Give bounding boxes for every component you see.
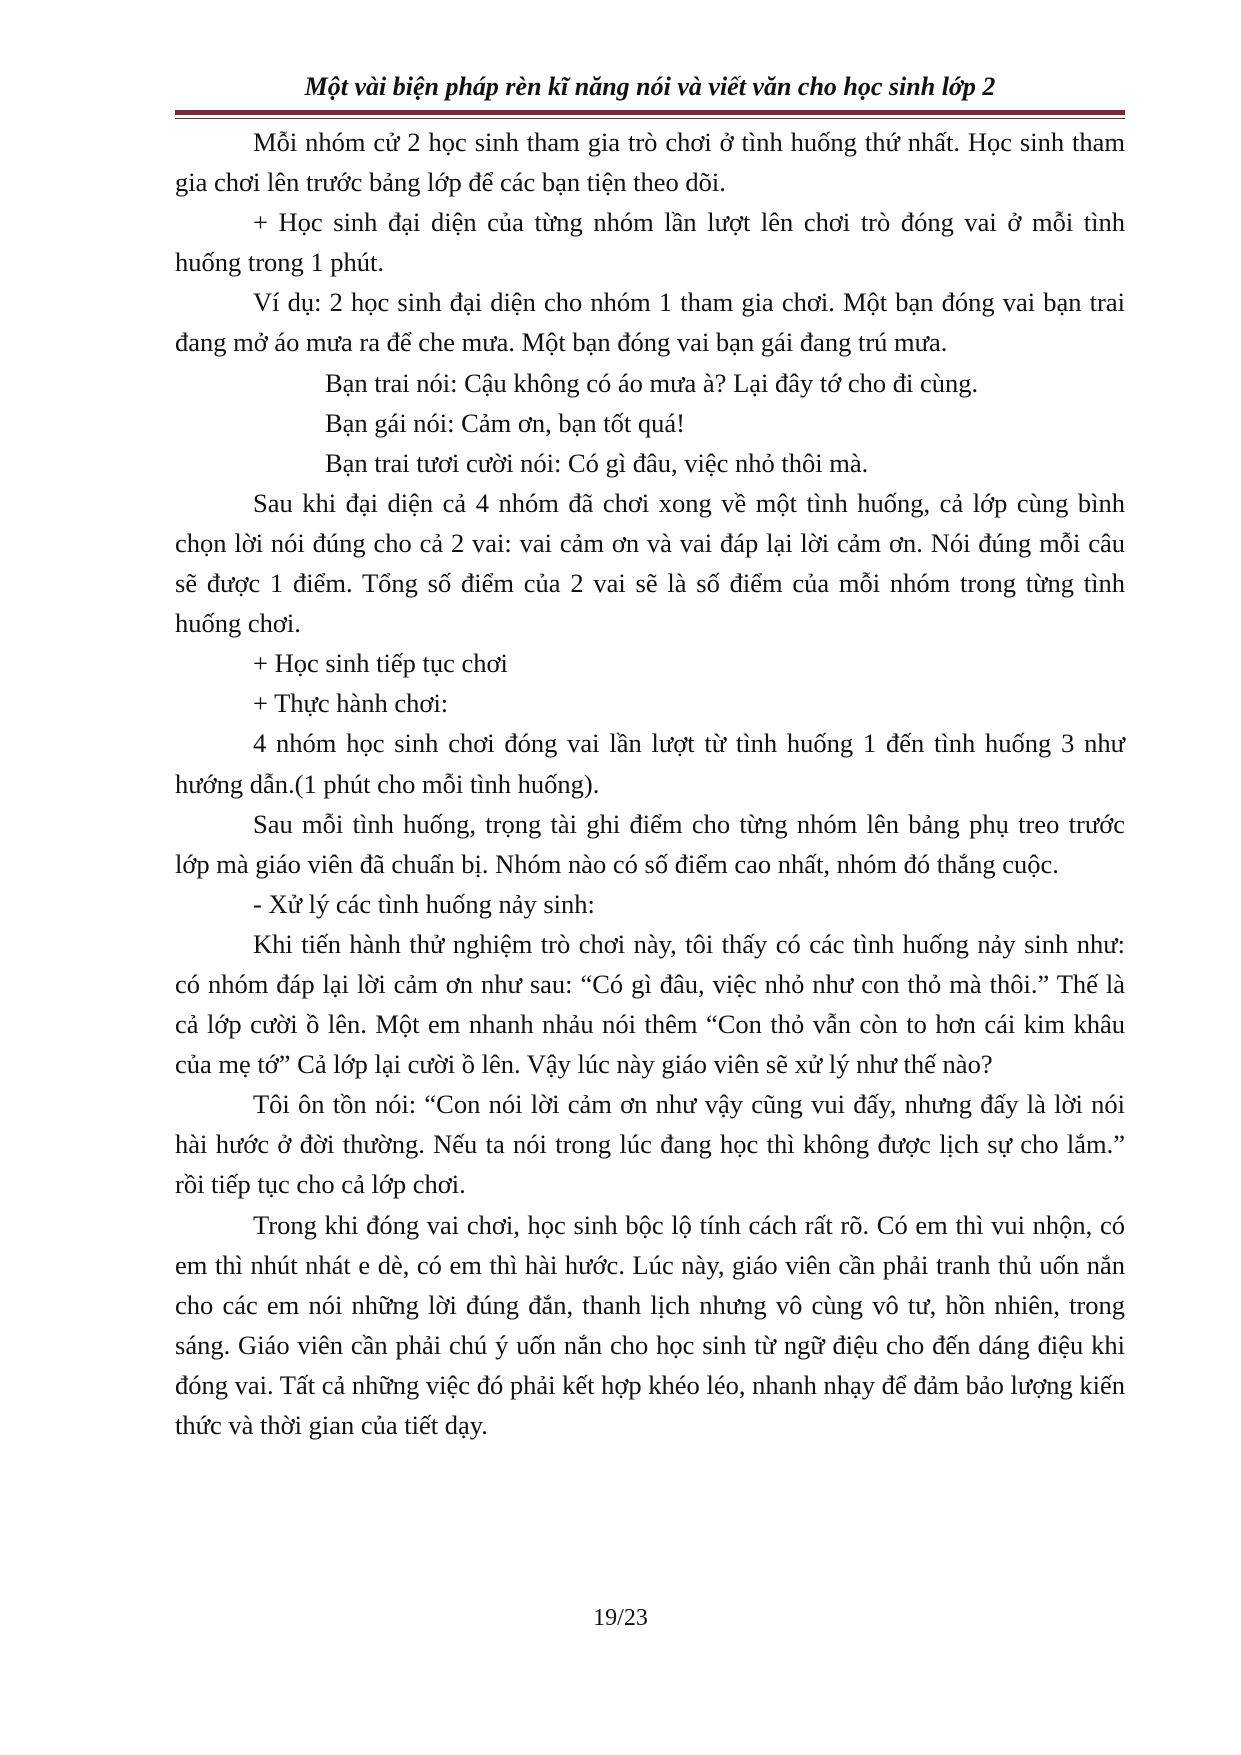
dialog-line: Bạn gái nói: Cảm ơn, bạn tốt quá! [325, 407, 685, 438]
paragraph: + Học sinh tiếp tục chơi [253, 648, 508, 679]
header-rule-thin [175, 118, 1125, 119]
dialog-line: Bạn trai tươi cười nói: Có gì đâu, việc nhỏ thôi mà. [325, 447, 869, 478]
paragraph: Khi tiến hành thử nghiệm trò chơi này, tôi thấy có các tình huống nảy sinh như: có nhóm đáp lại lời cảm ơn như sau: “Có gì đâu, việc nhỏ như con thỏ mà thôi.” Thế là cả lớp cười ồ lên. Một em nhanh nhảu nói thêm “Con thỏ vẫn còn to hơn cái kim khâu của mẹ tớ” Cả lớp lại cười ồ lên. Vậy lúc này giáo viên sẽ xử lý như thế nào? [175, 928, 1125, 1080]
paragraph: - Xử lý các tình huống nảy sinh: [253, 888, 595, 919]
paragraph: 4 nhóm học sinh chơi đóng vai lần lượt từ tình huống 1 đến tình huống 3 như hướng dẫn.(1 phút cho mỗi tình huống). [175, 728, 1125, 799]
paragraph: Ví dụ: 2 học sinh đại diện cho nhóm 1 tham gia chơi. Một bạn đóng vai bạn trai đang mở áo mưa ra để che mưa. Một bạn đóng vai bạn gái đang trú mưa. [175, 287, 1125, 358]
page-number: 19/23 [593, 1605, 648, 1631]
header-rule-thick [175, 110, 1125, 115]
paragraph: Mỗi nhóm cử 2 học sinh tham gia trò chơi ở tình huống thứ nhất. Học sinh tham gia chơi lên trước bảng lớp để các bạn tiện theo dõi. [175, 127, 1125, 198]
dialog-line: Bạn trai nói: Cậu không có áo mưa à? Lại đây tớ cho đi cùng. [325, 367, 979, 398]
paragraph: Sau mỗi tình huống, trọng tài ghi điểm cho từng nhóm lên bảng phụ treo trước lớp mà giáo viên đã chuẩn bị. Nhóm nào có số điểm cao nhất, nhóm đó thắng cuộc. [175, 808, 1125, 879]
paragraph: + Học sinh đại diện của từng nhóm lần lượt lên chơi trò đóng vai ở mỗi tình huống trong 1 phút. [175, 207, 1125, 278]
document-body [175, 122, 1125, 1445]
paragraph: Sau khi đại diện cả 4 nhóm đã chơi xong về một tình huống, cả lớp cùng bình chọn lời nói đúng cho cả 2 vai: vai cảm ơn và vai đáp lại lời cảm ơn. Nói đúng mỗi câu sẽ được 1 điểm. Tổng số điểm của 2 vai sẽ là số điểm của mỗi nhóm trong từng tình huống chơi. [175, 487, 1125, 639]
paragraph: + Thực hành chơi: [253, 688, 449, 719]
paragraph: Tôi ôn tồn nói: “Con nói lời cảm ơn như vậy cũng vui đấy, nhưng đấy là lời nói hài hước ở đời thường. Nếu ta nói trong lúc đang học thì không được lịch sự cho lắm.” rồi tiếp tục cho cả lớp chơi. [175, 1089, 1125, 1200]
page-header-title: Một vài biện pháp rèn kĩ năng nói và viết văn cho học sinh lớp 2 [304, 72, 996, 101]
paragraph: Trong khi đóng vai chơi, học sinh bộc lộ tính cách rất rõ. Có em thì vui nhộn, có em thì nhút nhát e dè, có em thì hài hước. Lúc này, giáo viên cần phải tranh thủ uốn nắn cho các em nói những lời đúng đắn, thanh lịch nhưng vô cùng vô tư, hồn nhiên, trong sáng. Giáo viên cần phải chú ý uốn nắn cho học sinh từ ngữ điệu cho đến dáng điệu khi đóng vai. Tất cả những việc đó phải kết hợp khéo léo, nhanh nhạy để đảm bảo lượng kiến thức và thời gian của tiết dạy. [175, 1209, 1125, 1440]
